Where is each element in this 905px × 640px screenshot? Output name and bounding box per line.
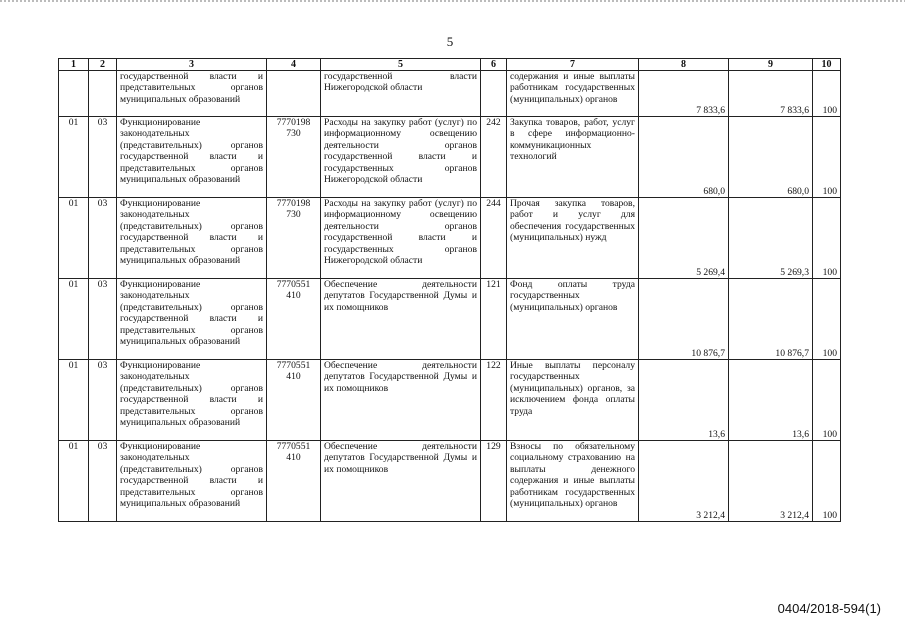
col-header-8: 8: [639, 59, 729, 71]
execution-percent: 100: [813, 117, 841, 198]
planned-amount: 680,0: [639, 117, 729, 198]
section-code: 01: [59, 441, 89, 522]
expense-type-name: Взносы по обязательному социальному страхованию на выплаты денежного содержания и иные выплаты работникам государственных (муниципальных) органов: [507, 441, 639, 522]
section-code: [59, 71, 89, 117]
col-header-5: 5: [321, 59, 481, 71]
expense-type-name: Прочая закупка товаров, работ и услуг для обеспечения государственных (муниципальных) нужд: [507, 198, 639, 279]
table-row: [59, 360, 841, 441]
executed-amount: 680,0: [729, 117, 813, 198]
target-article-code: [267, 71, 321, 117]
target-article-code: 7770551 410: [267, 360, 321, 441]
expense-type-code: 122: [481, 360, 507, 441]
executed-amount: 13,6: [729, 360, 813, 441]
subsection-name: Функционирование законодательных (представительных) органов государственной власти и представительных органов муниципальных образований: [117, 360, 267, 441]
expense-type-name: содержания и иные выплаты работникам государственных (муниципальных) органов: [507, 71, 639, 117]
subsection-name: Функционирование законодательных (представительных) органов государственной власти и представительных органов муниципальных образований: [117, 198, 267, 279]
expense-type-code: [481, 71, 507, 117]
executed-amount: 7 833,6: [729, 71, 813, 117]
target-article-name: Обеспечение деятельности депутатов Государственной Думы и их помощников: [321, 279, 481, 360]
expense-type-name: Фонд оплаты труда государственных (муниципальных) органов: [507, 279, 639, 360]
execution-percent: 100: [813, 198, 841, 279]
expense-type-code: 244: [481, 198, 507, 279]
executed-amount: 10 876,7: [729, 279, 813, 360]
execution-percent: 100: [813, 279, 841, 360]
execution-percent: 100: [813, 71, 841, 117]
executed-amount: 5 269,3: [729, 198, 813, 279]
target-article-name: государственной власти Нижегородской области: [321, 71, 481, 117]
document-code: 0404/2018-594(1): [777, 601, 881, 616]
table-row: [59, 198, 841, 279]
expense-type-name: Иные выплаты персоналу государственных (муниципальных) органов, за исключением фонда оплаты труда: [507, 360, 639, 441]
col-header-3: 3: [117, 59, 267, 71]
subsection-code: 03: [89, 441, 117, 522]
col-header-1: 1: [59, 59, 89, 71]
table-row: [59, 117, 841, 198]
header-row: [59, 59, 841, 71]
target-article-name: Расходы на закупку работ (услуг) по информационному освещению деятельности органов государственной власти и государственных органов Нижегородской области: [321, 198, 481, 279]
subsection-name: государственной власти и представительных органов муниципальных образований: [117, 71, 267, 117]
expense-type-code: 242: [481, 117, 507, 198]
expense-type-code: 121: [481, 279, 507, 360]
col-header-7: 7: [507, 59, 639, 71]
page-number: 5: [446, 34, 454, 49]
subsection-code: 03: [89, 360, 117, 441]
subsection-code: 03: [89, 117, 117, 198]
subsection-code: 03: [89, 279, 117, 360]
expense-type-code: 129: [481, 441, 507, 522]
target-article-code: 7770551 410: [267, 441, 321, 522]
planned-amount: 3 212,4: [639, 441, 729, 522]
section-code: 01: [59, 279, 89, 360]
col-header-2: 2: [89, 59, 117, 71]
section-code: 01: [59, 117, 89, 198]
subsection-code: 03: [89, 198, 117, 279]
planned-amount: 13,6: [639, 360, 729, 441]
table-row: [59, 71, 841, 117]
col-header-6: 6: [481, 59, 507, 71]
target-article-code: 7770198 730: [267, 198, 321, 279]
target-article-code: 7770198 730: [267, 117, 321, 198]
budget-table: [58, 58, 841, 522]
execution-percent: 100: [813, 360, 841, 441]
executed-amount: 3 212,4: [729, 441, 813, 522]
col-header-4: 4: [267, 59, 321, 71]
scan-edge-dots: [0, 0, 905, 2]
table-row: [59, 279, 841, 360]
section-code: 01: [59, 198, 89, 279]
col-header-9: 9: [729, 59, 813, 71]
col-header-10: 10: [813, 59, 841, 71]
subsection-name: Функционирование законодательных (представительных) органов государственной власти и представительных органов муниципальных образований: [117, 117, 267, 198]
planned-amount: 5 269,4: [639, 198, 729, 279]
subsection-code: [89, 71, 117, 117]
target-article-name: Обеспечение деятельности депутатов Государственной Думы и их помощников: [321, 360, 481, 441]
subsection-name: Функционирование законодательных (представительных) органов государственной власти и представительных органов муниципальных образований: [117, 441, 267, 522]
table-row: [59, 441, 841, 522]
planned-amount: 7 833,6: [639, 71, 729, 117]
planned-amount: 10 876,7: [639, 279, 729, 360]
expense-type-name: Закупка товаров, работ, услуг в сфере информационно-коммуникационных технологий: [507, 117, 639, 198]
target-article-code: 7770551 410: [267, 279, 321, 360]
subsection-name: Функционирование законодательных (представительных) органов государственной власти и представительных органов муниципальных образований: [117, 279, 267, 360]
target-article-name: Расходы на закупку работ (услуг) по информационному освещению деятельности органов государственной власти и государственных органов Нижегородской области: [321, 117, 481, 198]
section-code: 01: [59, 360, 89, 441]
target-article-name: Обеспечение деятельности депутатов Государственной Думы и их помощников: [321, 441, 481, 522]
execution-percent: 100: [813, 441, 841, 522]
